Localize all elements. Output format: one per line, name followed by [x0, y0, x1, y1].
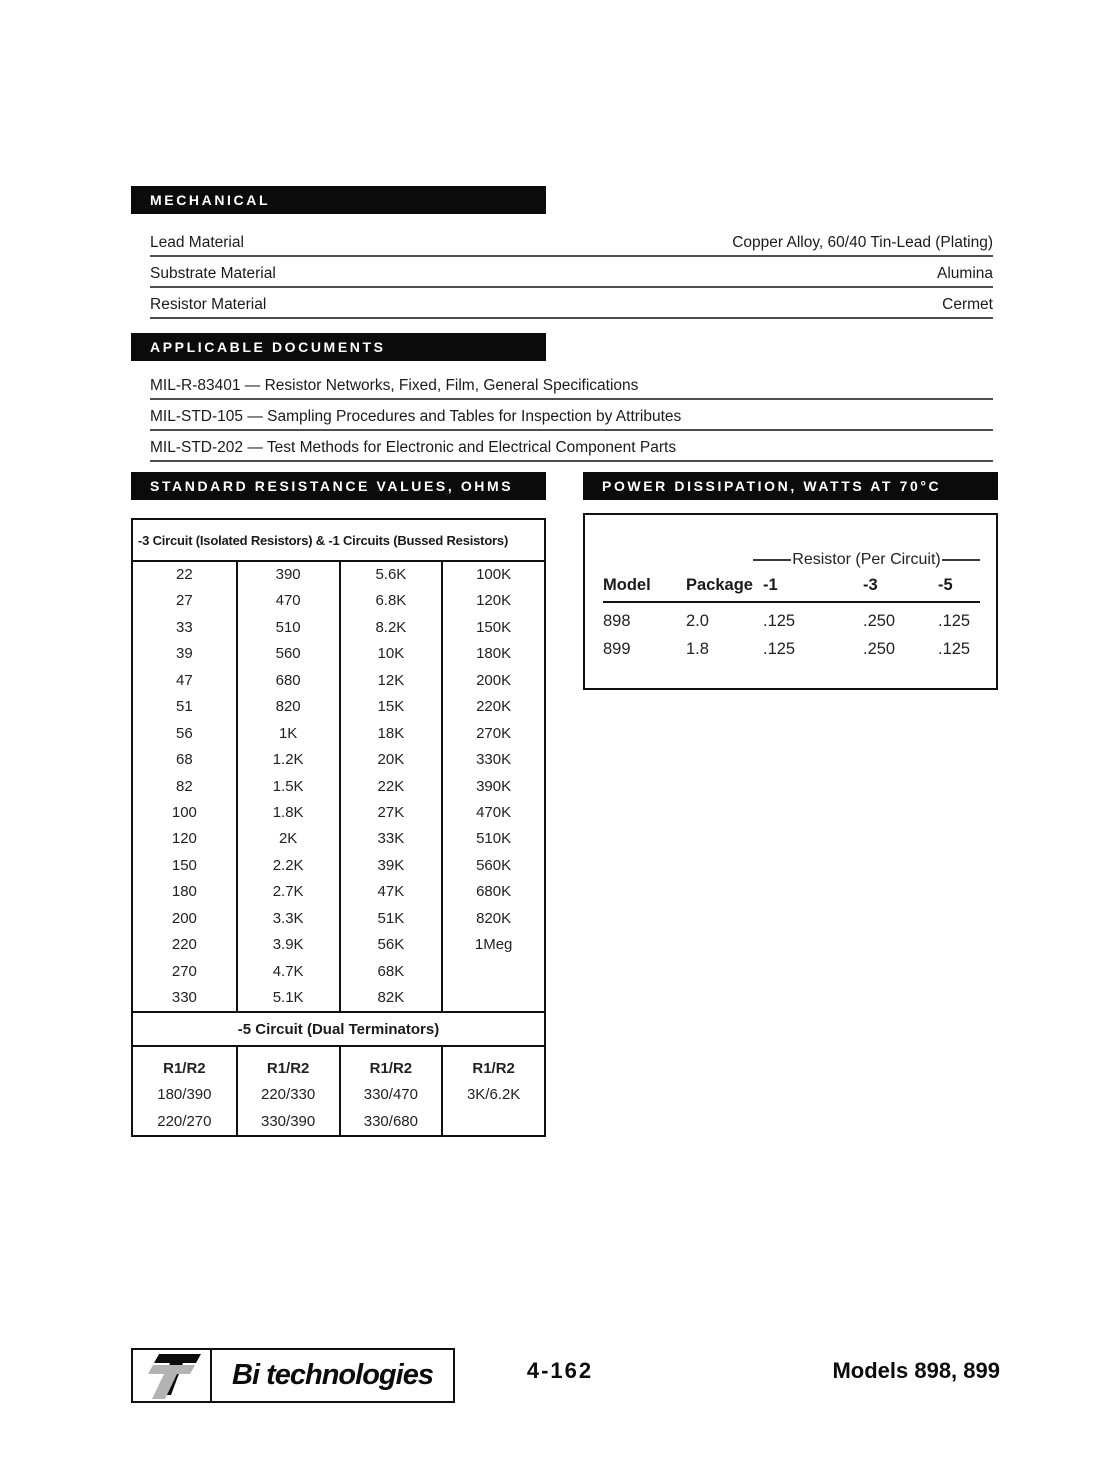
resistance-group1-header: -3 Circuit (Isolated Resistors) & -1 Circuits (Bussed Resistors): [133, 520, 544, 562]
table-cell: .125: [938, 612, 971, 630]
table-cell: R1/R2: [441, 1047, 544, 1081]
table-cell: 270: [171, 962, 197, 980]
table-cell: 22: [176, 566, 193, 583]
table-cell: 180: [171, 883, 197, 901]
table-cell: 6.8K: [339, 588, 442, 614]
table-cell: 82K: [339, 985, 442, 1011]
table-cell: 180/390: [157, 1086, 212, 1104]
power-column-header: -1: [763, 576, 778, 594]
table-cell: [441, 1108, 544, 1135]
table-cell: 10K: [339, 641, 442, 667]
table-cell: R1/R2: [163, 1060, 206, 1078]
mechanical-spec-list: [150, 226, 993, 319]
table-cell: 2.0: [686, 612, 709, 630]
table-cell: 51: [176, 698, 193, 716]
table-cell: 47: [176, 671, 193, 689]
page-number: 4-162: [526, 1358, 594, 1383]
spec-label: Lead Material: [150, 234, 244, 251]
table-cell: 51K: [339, 906, 442, 932]
table-cell: 560K: [441, 853, 544, 879]
table-cell: 390K: [441, 774, 544, 800]
footer-models: Models 898, 899: [832, 1358, 1000, 1383]
resistance-table: [131, 518, 546, 1137]
spec-value: Alumina: [937, 265, 993, 282]
spec-row: [150, 257, 993, 288]
table-cell: 56K: [339, 932, 442, 958]
spec-row: [150, 288, 993, 319]
table-cell: 2K: [236, 826, 339, 852]
table-cell: 330/470: [339, 1081, 442, 1108]
table-cell: 330/680: [339, 1108, 442, 1135]
document-item: MIL-R-83401 — Resistor Networks, Fixed, Film, General Specifications: [150, 369, 993, 400]
table-cell: 220/330: [236, 1081, 339, 1108]
table-cell: .125: [938, 640, 971, 658]
table-cell: 82: [176, 777, 193, 795]
power-span-label: Resistor (Per Circuit): [792, 551, 941, 568]
table-cell: 47K: [339, 879, 442, 905]
table-cell: 2.7K: [236, 879, 339, 905]
table-cell: 680: [236, 668, 339, 694]
table-cell: 899: [603, 640, 631, 658]
table-cell: 100K: [441, 562, 544, 588]
table-cell: 3.9K: [236, 932, 339, 958]
table-cell: 68K: [339, 959, 442, 985]
logo-monogram-icon: [133, 1350, 212, 1401]
table-cell: .250: [863, 612, 896, 630]
table-cell: 150: [171, 856, 197, 874]
table-cell: [441, 985, 544, 1011]
table-cell: 220/270: [157, 1113, 212, 1131]
mechanical-section-header: MECHANICAL: [131, 186, 546, 214]
table-cell: 18K: [339, 721, 442, 747]
r1r2-values-grid: [133, 1081, 544, 1135]
table-cell: 470K: [441, 800, 544, 826]
table-cell: 1.2K: [236, 747, 339, 773]
table-cell: 5.6K: [339, 562, 442, 588]
power-column-header: -5: [938, 576, 953, 594]
table-cell: 68: [176, 751, 193, 769]
table-cell: 22K: [339, 774, 442, 800]
table-cell: R1/R2: [236, 1047, 339, 1081]
spec-value: Cermet: [942, 296, 993, 313]
table-cell: 3K/6.2K: [441, 1081, 544, 1108]
power-table: [583, 513, 998, 690]
table-cell: 510: [236, 615, 339, 641]
table-cell: 510K: [441, 826, 544, 852]
document-item: MIL-STD-202 — Test Methods for Electronic and Electrical Component Parts: [150, 431, 993, 462]
table-cell: 4.7K: [236, 959, 339, 985]
spec-label: Resistor Material: [150, 296, 267, 313]
table-cell: 8.2K: [339, 615, 442, 641]
r1r2-header-row: [133, 1047, 544, 1081]
table-cell: 330: [171, 989, 197, 1006]
table-cell: 470: [236, 588, 339, 614]
table-cell: 200: [171, 909, 197, 927]
table-cell: [441, 959, 544, 985]
table-cell: 390: [236, 562, 339, 588]
table-cell: 20K: [339, 747, 442, 773]
table-cell: R1/R2: [339, 1047, 442, 1081]
resistance-values-grid: [133, 562, 544, 1011]
table-cell: 3.3K: [236, 906, 339, 932]
table-cell: 39: [176, 645, 193, 663]
table-cell: .250: [863, 640, 896, 658]
table-cell: 39K: [339, 853, 442, 879]
table-cell: 270K: [441, 721, 544, 747]
table-cell: 27K: [339, 800, 442, 826]
spec-label: Substrate Material: [150, 265, 276, 282]
table-cell: .125: [763, 640, 796, 658]
table-cell: 898: [603, 612, 631, 630]
table-cell: 56: [176, 724, 193, 742]
table-cell: 220K: [441, 694, 544, 720]
span-rule-right: [942, 559, 980, 561]
table-cell: 1.8K: [236, 800, 339, 826]
table-cell: 1K: [236, 721, 339, 747]
table-cell: 33: [176, 618, 193, 636]
table-cell: 820K: [441, 906, 544, 932]
table-cell: 330K: [441, 747, 544, 773]
spec-value: Copper Alloy, 60/40 Tin-Lead (Plating): [732, 234, 993, 251]
table-cell: 12K: [339, 668, 442, 694]
brand-name: Bi technologies: [232, 1359, 433, 1391]
table-cell: 150K: [441, 615, 544, 641]
power-column-header: -3: [863, 576, 878, 594]
resistance-section-header: STANDARD RESISTANCE VALUES, OHMS: [131, 472, 546, 500]
table-cell: 100: [171, 803, 197, 821]
power-span-header: [753, 551, 980, 569]
table-cell: 120K: [441, 588, 544, 614]
table-cell: .125: [763, 612, 796, 630]
resistance-group2-header: -5 Circuit (Dual Terminators): [133, 1011, 544, 1047]
table-cell: 1.8: [686, 640, 709, 658]
applicable-documents-list: [150, 369, 993, 462]
table-cell: 200K: [441, 668, 544, 694]
table-cell: 27: [176, 592, 193, 610]
power-grid: [603, 576, 980, 659]
table-cell: 33K: [339, 826, 442, 852]
table-cell: 1.5K: [236, 774, 339, 800]
table-cell: 180K: [441, 641, 544, 667]
table-cell: 120: [171, 830, 197, 848]
spec-row: [150, 226, 993, 257]
applicable-documents-section-header: APPLICABLE DOCUMENTS: [131, 333, 546, 361]
table-cell: 220: [171, 936, 197, 954]
table-cell: 820: [236, 694, 339, 720]
table-cell: 680K: [441, 879, 544, 905]
table-cell: 2.2K: [236, 853, 339, 879]
table-cell: 330/390: [236, 1108, 339, 1135]
table-cell: 5.1K: [236, 985, 339, 1011]
table-cell: 1Meg: [441, 932, 544, 958]
table-cell: 15K: [339, 694, 442, 720]
power-column-header: Model: [603, 576, 651, 594]
power-column-header: Package: [686, 576, 753, 594]
document-item: MIL-STD-105 — Sampling Procedures and Tables for Inspection by Attributes: [150, 400, 993, 431]
brand-logo: [131, 1348, 455, 1403]
power-section-header: POWER DISSIPATION, WATTS AT 70°C: [583, 472, 998, 500]
table-cell: 560: [236, 641, 339, 667]
span-rule-left: [753, 559, 791, 561]
